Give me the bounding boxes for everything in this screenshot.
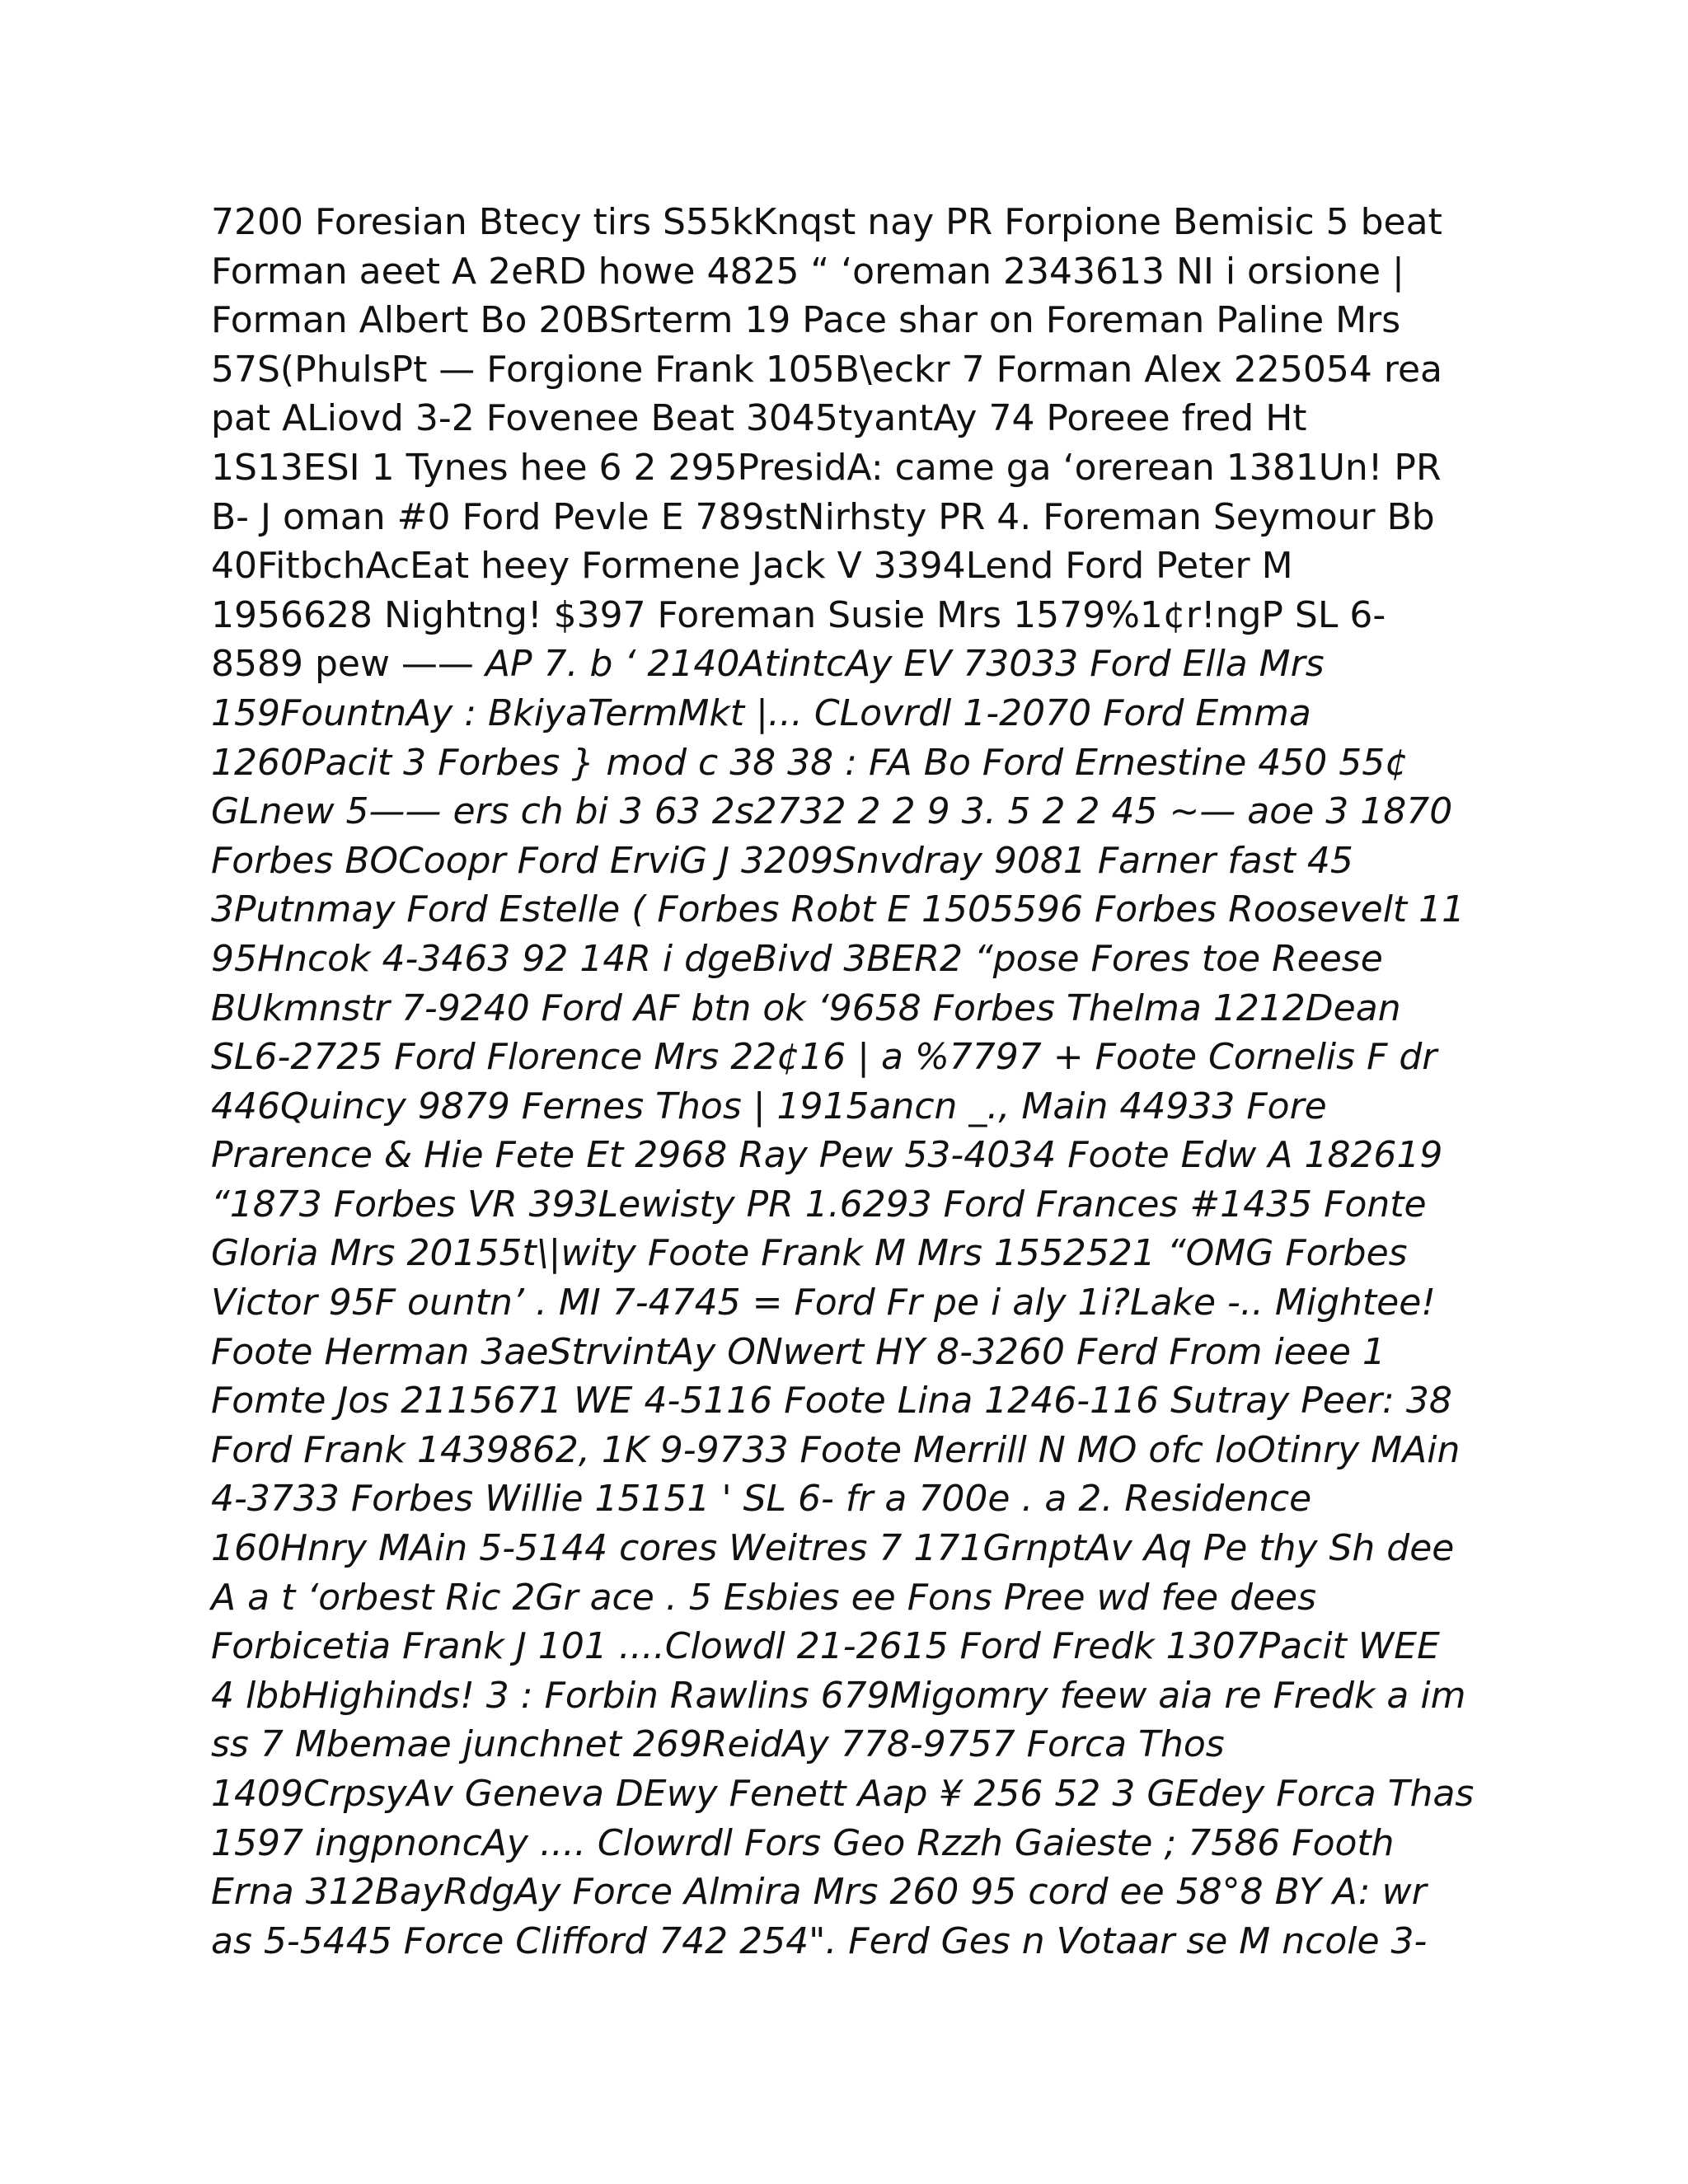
- line-text-italic: 3Putnmay Ford Estelle ( Forbes Robt E 1505596 Forbes Roosevelt 11: [211, 888, 1465, 931]
- line-text-italic: BUkmnstr 7-9240 Ford AF btn ok ‘9658 Forbes Thelma 1212Dean: [211, 987, 1401, 1029]
- document-body: [211, 198, 1497, 1966]
- line-text-italic: Forbes BOCoopr Ford ErviG J 3209Snvdray 9081 Farner fast 45: [211, 839, 1353, 882]
- line-text-italic: Erna 312BayRdgAy Force Almira Mrs 260 95 cord ee 58°8 BY A: wr: [211, 1871, 1427, 1914]
- text-line: [211, 1082, 1497, 1132]
- line-text-italic: 1260Pacit 3 Forbes } mod c 38 38 : FA Bo Ford Ernestine 450 55¢: [211, 741, 1409, 784]
- text-line: [211, 1229, 1497, 1278]
- line-text-italic: “1873 Forbes VR 393Lewisty PR 1.6293 Ford Frances #1435 Fonte: [211, 1183, 1427, 1226]
- text-line: [211, 1524, 1497, 1573]
- text-line: [211, 345, 1497, 395]
- line-text: Forman aeet A 2eRD howe 4825 “ ‘oreman 2343613 NI i orsione |: [211, 250, 1404, 293]
- text-line: [211, 394, 1497, 443]
- text-line: [211, 1868, 1497, 1917]
- text-line: [211, 1622, 1497, 1671]
- line-text-italic: 160Hnry MAin 5-5144 cores Weitres 7 171GrnptAv Aq Pe thy Sh dee: [211, 1527, 1455, 1570]
- line-text: 1S13ESI 1 Tynes hee 6 2 295PresidA: came ga ‘orerean 1381Un! PR: [211, 446, 1442, 489]
- text-line: [211, 837, 1497, 886]
- line-text: 57S(PhulsPt — Forgione Frank 105B\eckr 7 Forman Alex 225054 rea: [211, 348, 1443, 391]
- line-text-italic: AP 7. b ‘ 2140AtintcAy EV 73033 Ford Ella Mrs: [485, 643, 1325, 686]
- text-line: [211, 198, 1497, 247]
- line-text-italic: 1409CrpsyAv Geneva DEwy Fenett Aap ¥ 256 52 3 GEdey Forca Thas: [211, 1773, 1475, 1815]
- text-line: [211, 1426, 1497, 1475]
- text-line: [211, 1278, 1497, 1328]
- text-line: [211, 640, 1497, 689]
- text-line: [211, 296, 1497, 345]
- text-line: [211, 1819, 1497, 1868]
- text-line: [211, 885, 1497, 935]
- line-text-italic: Gloria Mrs 20155t\|wity Foote Frank M Mrs 1552521 “OMG Forbes: [211, 1232, 1408, 1275]
- line-text-italic: Forbicetia Frank J 101 ....Clowdl 21-2615 Ford Fredk 1307Pacit WEE: [211, 1625, 1440, 1668]
- line-text-italic: 4 lbbHighinds! 3 : Forbin Rawlins 679Migomry feew aia re Fredk a im: [211, 1674, 1466, 1717]
- text-line: [211, 1180, 1497, 1230]
- line-text-italic: Fomte Jos 2115671 WE 4-5116 Foote Lina 1246-116 Sutray Peer: 38: [211, 1380, 1452, 1422]
- line-text-italic: ss 7 Mbemae junchnet 269ReidAy 778-9757 Forca Thos: [211, 1723, 1225, 1766]
- line-text: pat ALiovd 3-2 Fovenee Beat 3045tyantAy 74 Poreee fred Ht: [211, 397, 1307, 440]
- text-line: [211, 1328, 1497, 1377]
- line-text-italic: 4-3733 Forbes Willie 15151 ' SL 6- fr a 700e . a 2. Residence: [211, 1478, 1312, 1521]
- line-text-italic: SL6-2725 Ford Florence Mrs 22¢16 | a %7797 + Foote Cornelis F dr: [211, 1036, 1437, 1079]
- text-line: [211, 1671, 1497, 1721]
- text-line: [211, 591, 1497, 640]
- line-text: 1956628 Nightng! $397 Foreman Susie Mrs 1579%1¢r!ngP SL 6-: [211, 593, 1386, 636]
- text-line: [211, 787, 1497, 837]
- line-text-italic: 159FountnAy : BkiyaTermMkt |... CLovrdl 1-2070 Ford Emma: [211, 691, 1311, 734]
- line-text: Forman Albert Bo 20BSrterm 19 Pace shar on Foreman Paline Mrs: [211, 299, 1401, 342]
- line-text-italic: 1597 ingpnoncAy .... Clowrdl Fors Geo Rzzh Gaieste ; 7586 Footh: [211, 1821, 1395, 1864]
- text-line: [211, 1573, 1497, 1623]
- text-line: [211, 689, 1497, 738]
- line-text: B- J oman #0 Ford Pevle E 789stNirhsty PR 4. Foreman Seymour Bb: [211, 495, 1435, 538]
- text-line: [211, 1033, 1497, 1082]
- line-text-italic: GLnew 5—— ers ch bi 3 63 2s2732 2 2 9 3. 5 2 2 45 ~— aoe 3 1870: [211, 790, 1453, 833]
- text-line: [211, 1769, 1497, 1819]
- line-text-italic: 95Hncok 4-3463 92 14R i dgeBivd 3BER2 “pose Fores toe Reese: [211, 937, 1383, 980]
- text-line: [211, 541, 1497, 591]
- line-text: 8589 pew ——: [211, 643, 485, 686]
- text-line: [211, 935, 1497, 984]
- line-text-italic: Victor 95F ountn’ . MI 7-4745 = Ford Fr pe i aly 1i?Lake -.. Mightee!: [211, 1282, 1436, 1324]
- text-line: [211, 984, 1497, 1033]
- text-line: [211, 443, 1497, 493]
- text-line: [211, 493, 1497, 542]
- text-line: [211, 1131, 1497, 1180]
- text-line: [211, 738, 1497, 788]
- line-text-italic: 446Quincy 9879 Fernes Thos | 1915ancn _., Main 44933 Fore: [211, 1085, 1327, 1127]
- text-line: [211, 1376, 1497, 1426]
- line-text-italic: A a t ‘orbest Ric 2Gr ace . 5 Esbies ee Fons Pree wd fee dees: [211, 1576, 1317, 1619]
- line-text-italic: Foote Herman 3aeStrvintAy ONwert HY 8-3260 Ferd From ieee 1: [211, 1330, 1386, 1373]
- text-line: [211, 1474, 1497, 1524]
- line-text-italic: Ford Frank 1439862, 1K 9-9733 Foote Merrill N MO ofc loOtinry MAin: [211, 1428, 1461, 1471]
- text-line: [211, 1720, 1497, 1769]
- text-line: [211, 1917, 1497, 1966]
- line-text: 7200 Foresian Btecy tirs S55kKnqst nay PR Forpione Bemisic 5 beat: [211, 201, 1442, 243]
- line-text-italic: Prarence & Hie Fete Et 2968 Ray Pew 53-4034 Foote Edw A 182619: [211, 1134, 1443, 1177]
- line-text: 40FitbchAcEat heey Formene Jack V 3394Lend Ford Peter M: [211, 545, 1293, 588]
- text-line: [211, 247, 1497, 297]
- line-text-italic: as 5-5445 Force Clifford 742 254". Ferd Ges n Votaar se M ncole 3-: [211, 1919, 1428, 1962]
